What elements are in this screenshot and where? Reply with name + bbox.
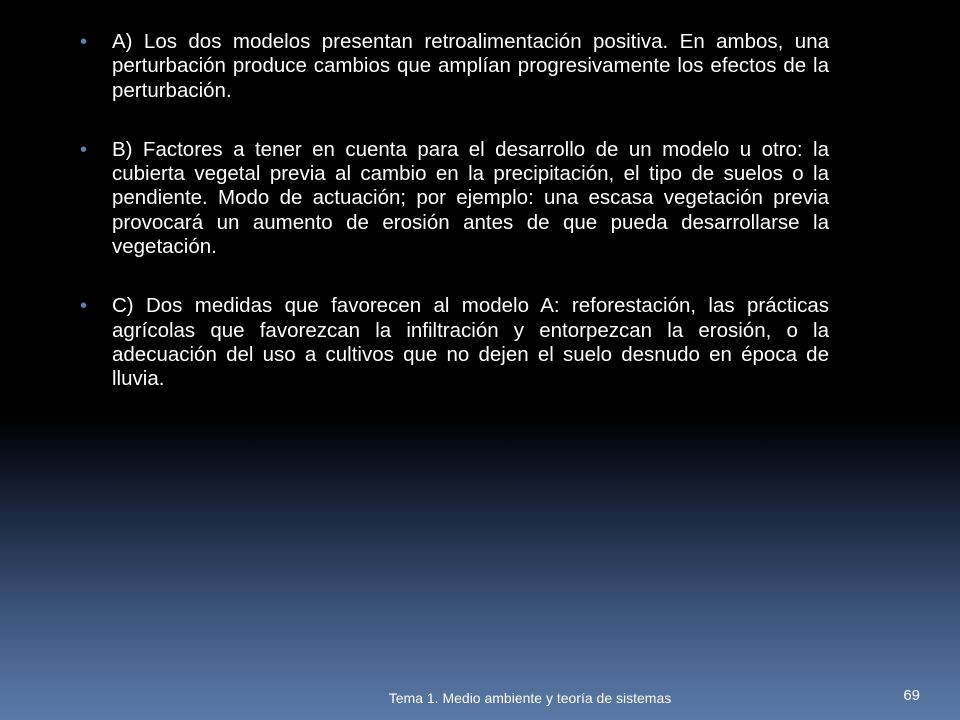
bullet-list	[0, 30, 960, 427]
bullet-marker: •	[80, 295, 88, 318]
bullet-marker: •	[80, 138, 88, 161]
bullet-text-c: C) Dos medidas que favorecen al modelo A: reforestación, las prácticas agrícolas que favorezcan la infiltración y entorpezcan la erosión, o la adecuación del uso a cultivos que no dejen el suelo desnudo en época de lluvia.	[112, 294, 829, 391]
bullet-text-b: B) Factores a tener en cuenta para el desarrollo de un modelo u otro: la cubierta vegetal previa al cambio en la precipitación, el tipo de suelos o la pendiente. Modo de actuación; por ejemplo: una escasa vegetación previa provocará un aumento de erosión antes de que pueda desarrollarse la vegetación.	[112, 137, 829, 259]
page-number: 69	[903, 687, 920, 704]
bullet-text-a: A) Los dos modelos presentan retroalimentación positiva. En ambos, una perturbación produce cambios que amplían progresivamente los efectos de la perturbación.	[112, 30, 829, 102]
bullet-item-c	[0, 294, 960, 391]
bullet-item-b	[0, 138, 960, 259]
bullet-marker: •	[80, 31, 88, 53]
bullet-item-a	[0, 30, 960, 103]
footer-title: Tema 1. Medio ambiente y teoría de sistemas	[388, 690, 672, 706]
